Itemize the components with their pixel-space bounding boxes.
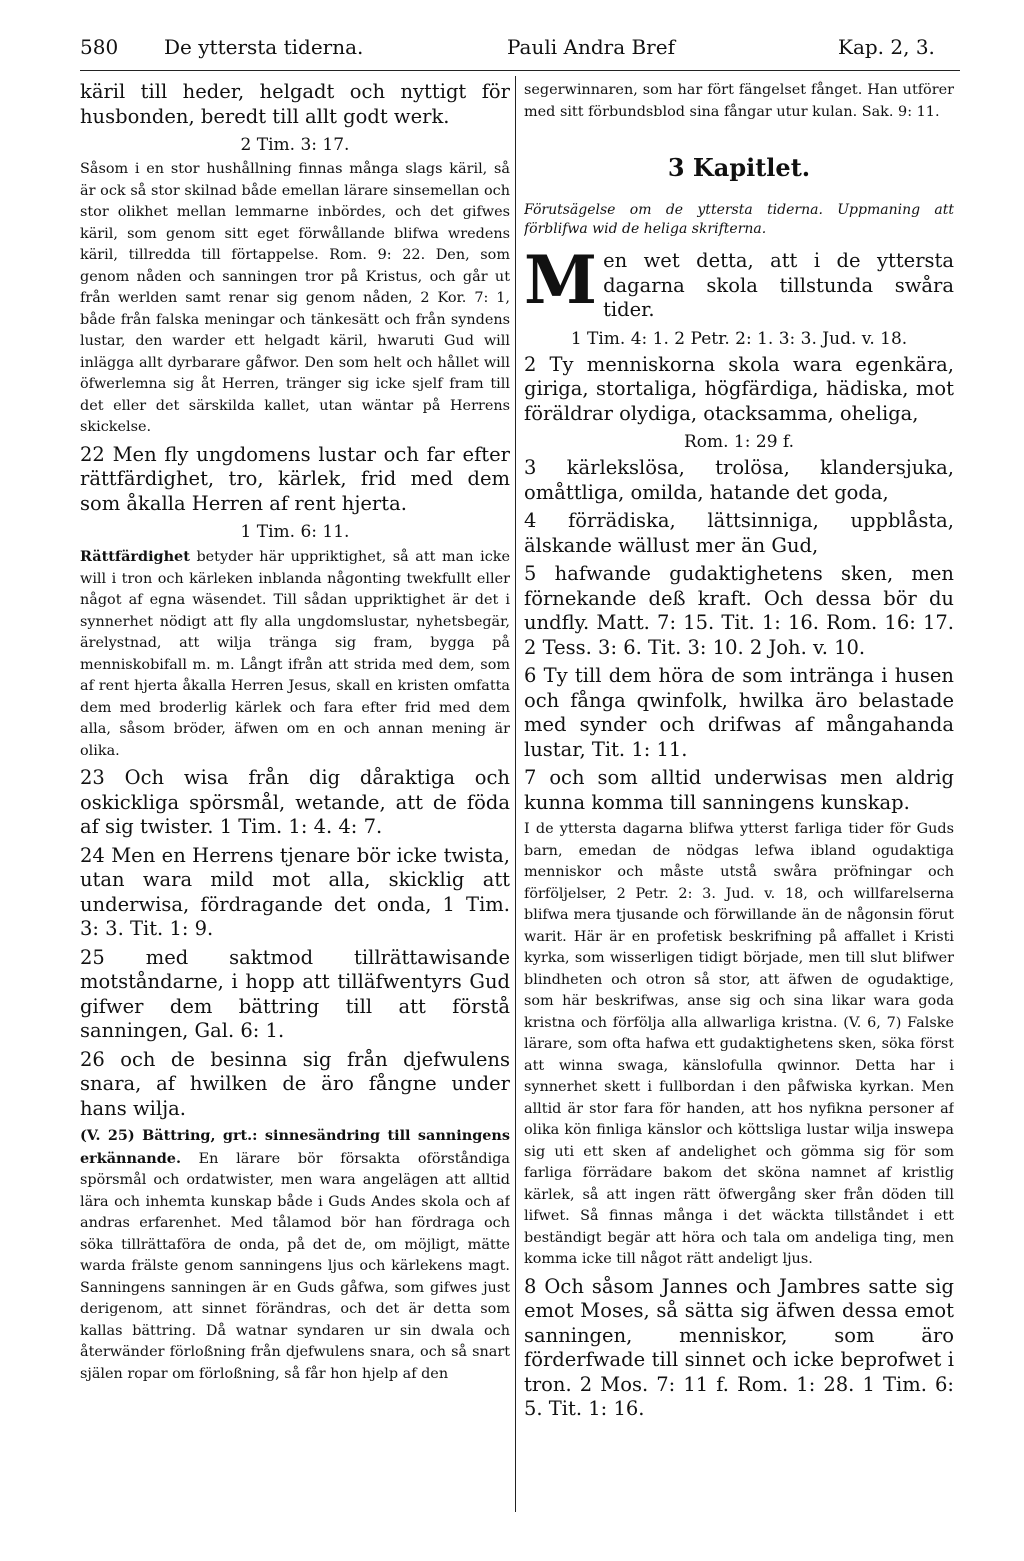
verse: 25 med saktmod tillrättawisande motståndarne, i hopp att tilläfwentyrs Gud gifwer dem bättring till att förstå sanningen, Gal. 6: 1. [80, 945, 510, 1042]
header-rule [80, 70, 960, 71]
commentary-paragraph: segerwinnaren, som har fört fängelset fånget. Han utförer med sitt förbundsblod sina fångar utur kulan. Sak. 9: 11. [524, 82, 954, 120]
verse: 22 Men fly ungdomens lustar och far efter rättfärdighet, tro, kärlek, frid med dem som åkalla Herren af rent hjerta. [80, 442, 510, 515]
page-header [80, 32, 960, 62]
verse-1: Men wet detta, att i de yttersta dagarna skola tillstunda swåra tider. [524, 241, 954, 321]
scripture-reference: 1 Tim. 6: 11. [240, 522, 350, 542]
verse: 26 och de besinna sig från djefwulens snara, af hwilken de äro fångne under hans wilja. [80, 1047, 510, 1120]
commentary-paragraph: Såsom i en stor hushållning finnas många slags käril, så är ock så stor skilnad både emellan lärare sinsemellan och stor olikhet mellan lemmarne inbördes, och det gifwes käril, som genom sitt eget förwållande blifwa wredens käril, tillredda till förtappelse. Rom. 9: 22. Den, som genom nåden och sanningen tror på Kristus, och går ut från werlden samt renar sig genom nåden, 2 Kor. 7: 1, både från falska meningar och tänkesätt och från syndens lustar, den warder ett helgadt käril, hwaruti Gud will inlägga allt dyrbarare gåfwor. Den som helt och hållet will öfwerlemna sig åt Herren, tränger sig icke sjelf fram till det eller det särskilda kallet, utan wäntar på Herrens skickelse. [80, 161, 510, 435]
running-title: De yttersta tiderna. [164, 35, 364, 59]
commentary-paragraph: (V. 25) Bättring, grt.: sinnesändring till sanningens erkännande. En lärare bör försakta oförståndiga spörsmål och ordatwister, men wara angelägen att alltid lära och inhemta kunskap både i Guds Andes skola och af andras erfarenhet. Med tålamod bör han fördraga och söka tillrättaföra de onda, på det de, om möjligt, mätte warda frälste genom sanningens ljus och kärlekens magt. Sanningens sanningen är en Guds gåfwa, som gifwes just derigenom, att sinnet förändras, och det är detta som kallas bättring. Då watnar syndaren ur sin dwala och återwänder förloßning från djefwulens snara, och så snart själen ropar om förloßning, så får hon hjelp af den [80, 1127, 510, 1382]
verse: 5 hafwande gudaktighetens sken, men förnekande deß kraft. Och dessa bör du undfly. Matt. 7: 15. Tit. 1: 16. Rom. 16: 17. 2 Tess. 3: 6. Tit. 3: 10. 2 Joh. v. 10. [524, 562, 954, 659]
scripture-reference: Rom. 1: 29 f. [683, 432, 795, 452]
column-divider [515, 76, 516, 1512]
verse: 6 Ty till dem höra de som intränga i husen och fånga qwinfolk, hwilka äro belastade med synder och drifwas af mångahanda lustar, Tit. 1: 11. [524, 664, 954, 761]
verse: 23 Och wisa från dig dåraktiga och oskickliga spörsmål, wetande, att de föda af sig twister. 1 Tim. 1: 4. 4: 7. [80, 766, 510, 838]
left-column [80, 80, 510, 1521]
chapter-reference: Kap. 2, 3. [838, 35, 935, 59]
verse: 24 Men en Herrens tjenare bör icke twista, utan wara mild mot alla, skicklig att underwisa, fördragande det onda, 1 Tim. 3: 3. Tit. 1: 9. [80, 843, 510, 940]
verse: 3 kärlekslösa, trolösa, klandersjuka, omåttliga, omilda, hatande det goda, [524, 456, 954, 504]
chapter-heading: 3 Kapitlet. [667, 153, 811, 182]
drop-cap: M [524, 241, 598, 319]
commentary-lead: Rättfärdighet [80, 548, 190, 565]
verse: käril till heder, helgadt och nyttigt för husbonden, beredt till allt godt werk. [80, 80, 510, 128]
verse: 8 Och såsom Jannes och Jambres satte sig emot Moses, så sätta sig äfwen dessa emot sanningen, menniskor, som äro förderfwade till sinnet och icke beprofwet i tron. 2 Mos. 7: 11 f. Rom. 1: 28. 1 Tim. 6: 5. Tit. 1: 16. [524, 1274, 954, 1420]
page-number: 580 [80, 35, 119, 59]
right-column [524, 80, 954, 1521]
scripture-reference: 1 Tim. 4: 1. 2 Petr. 2: 1. 3: 3. Jud. v. 18. [570, 328, 908, 349]
scripture-reference: 2 Tim. 3: 17. [240, 135, 350, 155]
commentary-paragraph: Rättfärdighet betyder här uppriktighet, så att man icke will i tron och kärleken inblanda någonting twekfullt eller något af egna wäsendet. Till sådan uppriktighet är det i synnerhet nödigt att fly alla ungdomslustar, nyhetsbegär, ärelystnad, att wilja tränga sig fram, bygga på menniskobifall m. m. Långt ifrån att strida med dem, som af rent hjerta åkalla Herren Jesus, skall en kristen omfatta dem med broderlig kärlek och fara efter frid med dem alla, såsom bröder, äfwen om en och annan mening är olika. [80, 548, 510, 759]
book-title: Pauli Andra Bref [507, 35, 675, 59]
verse: 4 förrädiska, lättsinniga, uppblåsta, älskande wällust mer än Gud, [524, 509, 954, 557]
verse: 2 Ty menniskorna skola wara egenkära, giriga, stortaliga, högfärdiga, hädiska, mot föräldrar olydiga, otacksamma, oheliga, [524, 352, 954, 425]
verse: 7 och som alltid underwisas men aldrig kunna komma till sanningens kunskap. [524, 766, 954, 814]
commentary-lead: (V. 25) Bättring, grt.: sinnesändring till sanningens erkännande. [80, 1127, 510, 1167]
chapter-summary: Förutsägelse om de yttersta tiderna. Uppmaning att förblifwa wid de heliga skrifterna. [524, 202, 954, 237]
commentary-paragraph: I de yttersta dagarna blifwa ytterst farliga tider för Guds barn, emedan de nödgas lefwa ibland ogudaktiga menniskor och måste utstå swåra pröfningar och förföljelser, 2 Petr. 2: 3. Jud. v. 18, och willfarelserna blifwa mera tjusande och förwillande än de någonsin förut warit. Här är en profetisk beskrifning på affallet i Kristi kyrka, som wisserligen tidigt började, men till slut blifwer blindheten och otron så stor, att äfwen de ogudaktige, som här beskrifwas, anse sig och sina likar wara goda kristna och förfölja alla allwarliga kristna. (V. 6, 7) Falske lärare, som ofta hafwa ett gudaktighetens sken, söka först att winna swaga, känslofulla qwinnor. Detta har i synnerhet skett i fullbordan i den påfwiska kyrkan. Men alltid är stor fara för handen, att hos nyfikna personer af olika kön finliga känslor och köttsliga lustar wilja inswepa sig uti ett sken af andelighet och gömma sig för som farliga förrädare bakom det sköna namnet af kristlig kärlek, så att ingen rätt öfwergång sker från döden till lifwet. Så finnas många i det wäckta tillståndet i ett beständigt begär att höra och tala om andeliga ting, men komma icke till något rätt andeligt ljus. [524, 821, 954, 1267]
